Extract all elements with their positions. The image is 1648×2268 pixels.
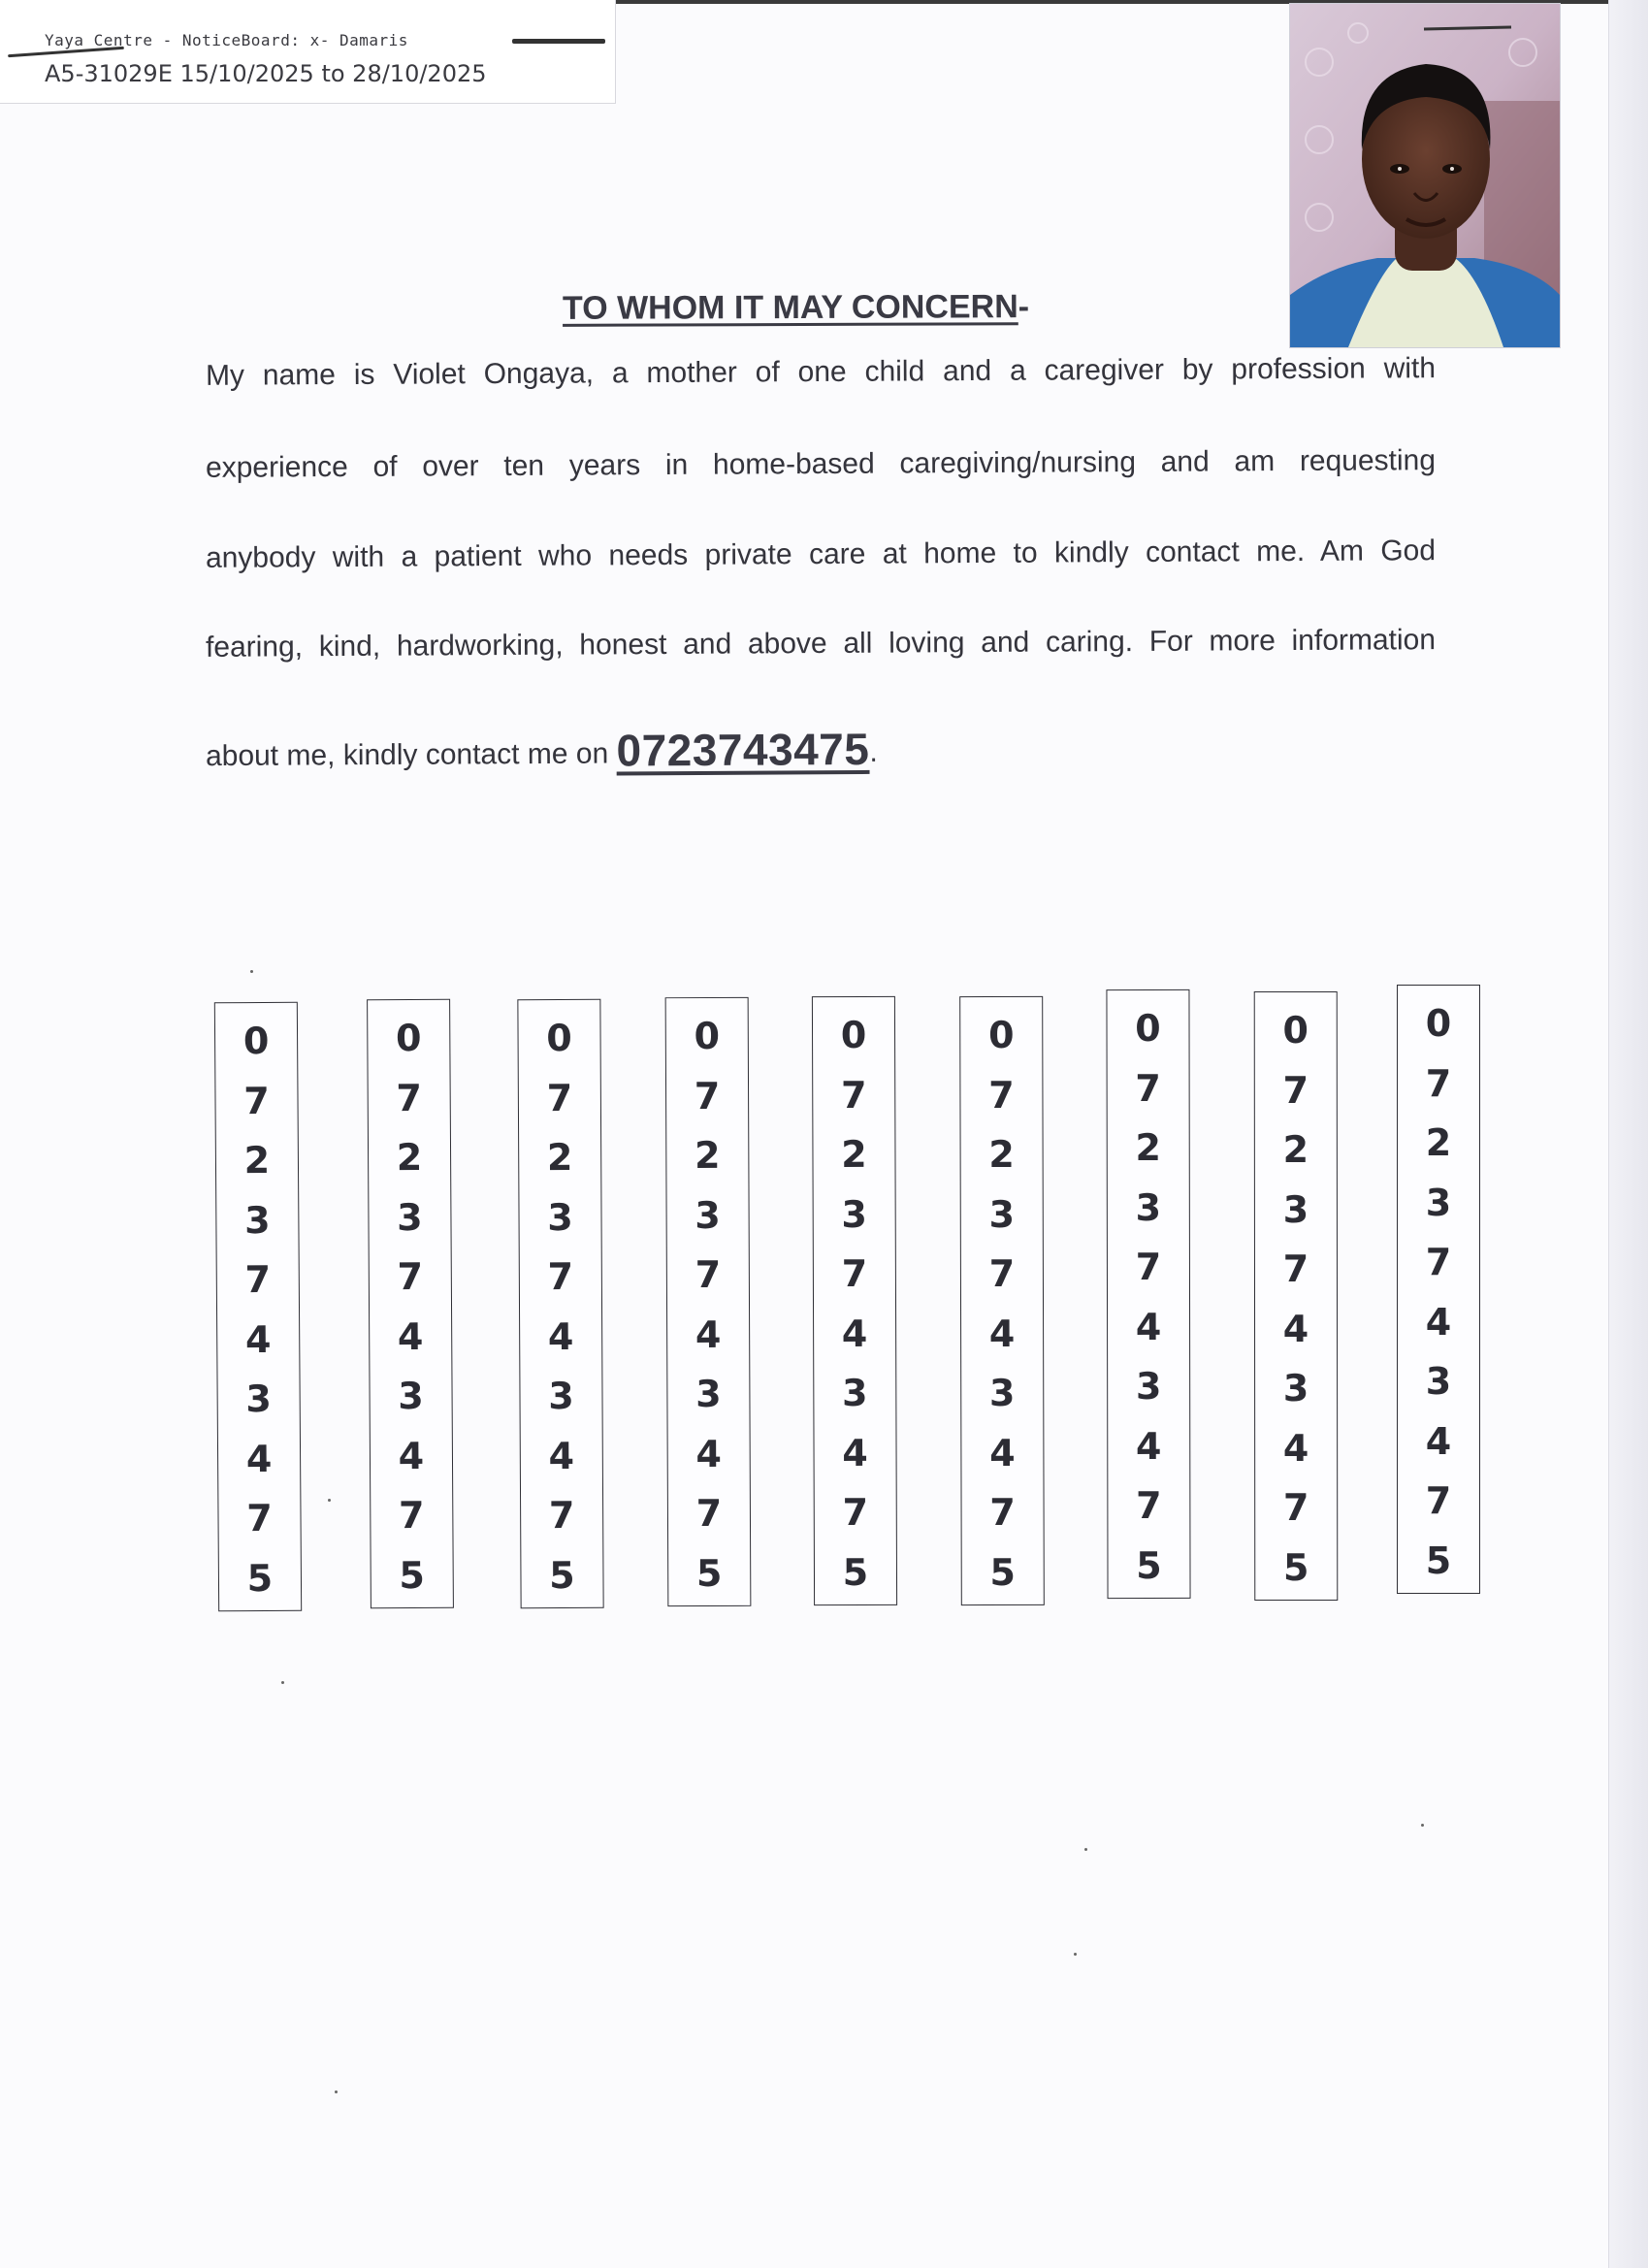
tab-digit: 5: [549, 1553, 575, 1597]
tab-digit: 7: [1282, 1485, 1309, 1530]
tab-digit: 0: [395, 1016, 422, 1060]
tab-digit: 5: [1136, 1543, 1162, 1587]
tab-digit: 5: [1425, 1539, 1452, 1582]
tab-digit: 4: [1425, 1300, 1452, 1344]
tab-digit: 0: [1282, 1008, 1309, 1053]
tab-digit: 0: [1425, 1002, 1452, 1045]
tab-digit: 4: [989, 1431, 1016, 1474]
noticeboard-label: [0, 0, 616, 104]
phone-tear-off-tab[interactable]: [1397, 985, 1480, 1594]
tab-digit: 3: [988, 1192, 1016, 1236]
tab-digit: 0: [694, 1014, 721, 1058]
scan-speck: [335, 2090, 338, 2093]
letter-body-last-line: [205, 723, 878, 776]
tab-digit: 3: [548, 1374, 574, 1418]
tab-digit: 3: [695, 1372, 722, 1416]
tab-digit: 2: [841, 1132, 867, 1177]
tab-digit: 7: [548, 1493, 575, 1538]
tab-digit: 3: [841, 1192, 867, 1236]
tab-digit: 3: [1135, 1185, 1162, 1229]
pen-stroke-mark: [512, 39, 605, 44]
letter-body-line: anybody with a patient who needs private care at home to kindly contact me. Am God: [205, 535, 1437, 574]
tab-digit: 3: [1425, 1181, 1452, 1224]
tab-digit: 5: [399, 1553, 426, 1597]
phone-tear-off-tab[interactable]: [1254, 991, 1339, 1601]
noticeboard-label-line1: Yaya Centre - NoticeBoard: x- Damaris: [45, 31, 408, 49]
tab-digit: 7: [840, 1073, 867, 1117]
tab-digit: 4: [695, 1432, 722, 1475]
tab-digit: 4: [244, 1317, 272, 1361]
letter-body-line: experience of over ten years in home-based caregiving/nursing and am requesting: [205, 444, 1437, 484]
tab-digit: 7: [842, 1490, 869, 1535]
scan-right-edge: [1608, 0, 1648, 2268]
tab-digit: 7: [695, 1252, 722, 1297]
tab-digit: 7: [695, 1491, 723, 1536]
tab-digit: 0: [1135, 1006, 1161, 1051]
phone-tear-off-tab[interactable]: [959, 996, 1045, 1605]
tab-digit: 3: [842, 1371, 868, 1415]
tab-digit: 7: [547, 1254, 574, 1299]
tab-digit: 7: [1282, 1068, 1309, 1112]
tab-digit: 7: [841, 1251, 868, 1296]
tab-digit: 2: [695, 1133, 721, 1178]
letter-body-last-prefix: about me, kindly contact me on: [205, 737, 617, 773]
tab-digit: 7: [1282, 1247, 1309, 1291]
tab-digit: 7: [1425, 1061, 1452, 1105]
noticeboard-label-line2: A5-31029E 15/10/2025 to 28/10/2025: [45, 60, 487, 87]
tab-digit: 5: [246, 1556, 274, 1600]
tab-digit: 0: [987, 1013, 1015, 1057]
tab-digit: 7: [244, 1257, 272, 1302]
phone-tear-off-tab[interactable]: [812, 996, 897, 1605]
phone-tear-off-tab[interactable]: [665, 997, 752, 1606]
tab-digit: 7: [396, 1076, 423, 1119]
tab-digit: 7: [1135, 1066, 1161, 1110]
letter-body-line: fearing, kind, hardworking, honest and above all loving and caring. For more information: [205, 624, 1437, 664]
tab-digit: 5: [695, 1551, 723, 1595]
tab-digit: 3: [1282, 1187, 1309, 1231]
tab-digit: 4: [547, 1314, 574, 1358]
tab-digit: 3: [243, 1198, 271, 1242]
contact-phone-number: 0723743475: [616, 723, 870, 776]
tab-digit: 7: [398, 1493, 425, 1538]
scan-speck: [1421, 1824, 1424, 1827]
tab-digit: 2: [396, 1135, 423, 1180]
tab-digit: 7: [988, 1251, 1016, 1296]
tab-digit: 7: [988, 1073, 1015, 1117]
tab-digit: 4: [1135, 1305, 1162, 1348]
tab-digit: 4: [1282, 1307, 1309, 1350]
tab-digit: 3: [695, 1193, 721, 1237]
tab-digit: 0: [840, 1013, 867, 1057]
tab-digit: 4: [548, 1434, 575, 1477]
tab-digit: 5: [842, 1550, 869, 1594]
tab-digit: 7: [1425, 1241, 1452, 1283]
phone-tear-off-tab[interactable]: [367, 999, 454, 1609]
tab-digit: 5: [1282, 1545, 1309, 1589]
tab-digit: 7: [694, 1074, 721, 1118]
tab-digit: 5: [989, 1550, 1017, 1594]
phone-tear-off-tab[interactable]: [214, 1002, 302, 1612]
tab-digit: 3: [398, 1374, 424, 1418]
scan-speck: [250, 970, 253, 973]
tab-digit: 2: [988, 1132, 1015, 1177]
tab-digit: 4: [841, 1312, 868, 1355]
tab-digit: 4: [695, 1312, 722, 1356]
phone-tear-off-tab[interactable]: [1106, 989, 1190, 1599]
tab-digit: 4: [988, 1312, 1016, 1355]
letter-title: [563, 288, 1029, 328]
tab-digit: 7: [1425, 1479, 1452, 1522]
tab-digit: 4: [1136, 1424, 1162, 1468]
scan-speck: [1084, 1848, 1087, 1851]
tab-digit: 2: [546, 1135, 573, 1180]
tab-digit: 4: [1282, 1426, 1309, 1470]
tab-digit: 3: [1282, 1366, 1309, 1410]
tab-digit: 3: [1425, 1360, 1452, 1403]
tab-digit: 2: [1282, 1127, 1309, 1172]
letter-body-last-suffix: .: [869, 735, 878, 768]
letter-body-line: My name is Violet Ongaya, a mother of one child and a caregiver by profession with: [205, 352, 1437, 392]
tab-digit: 3: [397, 1195, 423, 1239]
tab-digit: 4: [398, 1434, 425, 1477]
tab-digit: 4: [842, 1431, 868, 1474]
letter-title-text: TO WHOM IT MAY CONCERN: [562, 288, 1018, 327]
tab-digit: 7: [1136, 1483, 1162, 1528]
tab-digit: 3: [1135, 1364, 1162, 1409]
scan-speck: [1074, 1953, 1077, 1956]
tab-digit: 4: [245, 1437, 273, 1480]
tab-digit: 7: [989, 1490, 1016, 1535]
scan-speck: [281, 1681, 284, 1684]
tab-digit: 0: [546, 1016, 572, 1060]
tab-digit: 2: [1425, 1121, 1452, 1164]
tab-digit: 4: [1425, 1419, 1452, 1463]
tab-digit: 4: [397, 1314, 424, 1358]
letter-title-trail: -: [1018, 288, 1030, 326]
tab-digit: 7: [397, 1254, 424, 1299]
tab-digit: 3: [988, 1371, 1016, 1415]
tab-digit: 2: [1135, 1125, 1161, 1170]
tab-digit: 2: [243, 1138, 271, 1183]
tab-digit: 7: [1135, 1245, 1162, 1289]
tab-digit: 7: [243, 1079, 270, 1122]
portrait-photo-drawing: [1290, 4, 1560, 347]
scan-speck: [328, 1499, 331, 1502]
tab-digit: 3: [245, 1377, 273, 1421]
phone-tear-off-tab[interactable]: [517, 999, 603, 1608]
portrait-photo: [1290, 4, 1560, 347]
tab-digit: 0: [242, 1019, 270, 1063]
tab-digit: 3: [547, 1195, 573, 1239]
tab-digit: 7: [546, 1076, 573, 1119]
tab-digit: 7: [246, 1496, 273, 1540]
